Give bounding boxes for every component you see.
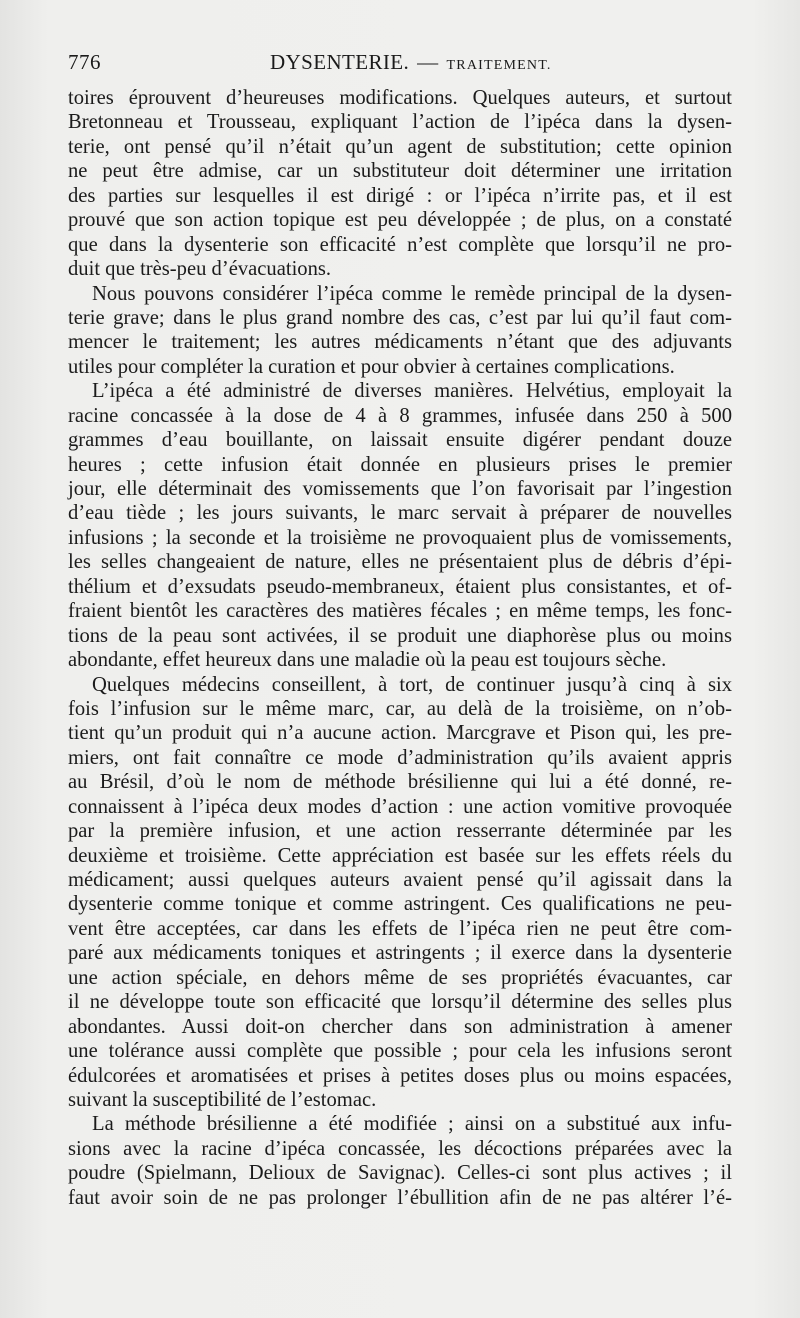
text-line: miers, ont fait connaître ce mode d’administration qu’ils avaient appris xyxy=(68,746,732,769)
text-line: fois l’infusion sur le même marc, car, au delà de la troisième, on n’ob- xyxy=(68,697,732,720)
text-line: mencer le traitement; les autres médicaments n’étant que des adjuvants xyxy=(68,331,732,354)
text-line: infusions ; la seconde et la troisième ne provoquaient plus de vomissements, xyxy=(68,526,732,549)
text-line: que dans la dysenterie son efficacité n’est complète que lorsqu’il ne pro- xyxy=(68,233,732,256)
text-line: Nous pouvons considérer l’ipéca comme le remède principal de la dysen- xyxy=(92,282,732,305)
text-line: utiles pour compléter la curation et pour obvier à certaines complications. xyxy=(68,355,675,378)
text-line: paré aux médicaments toniques et astringents ; il exerce dans la dysenterie xyxy=(68,942,732,965)
text-line: grammes d’eau bouillante, on laissait ensuite digérer pendant douze xyxy=(68,429,732,452)
text-line: les selles changeaient de nature, elles ne présentaient plus de débris d’épi- xyxy=(68,551,732,574)
text-line: terie, ont pensé qu’il n’était qu’un agent de substitution; cette opinion xyxy=(68,135,732,158)
paragraph xyxy=(68,673,732,1113)
text-line: édulcorées et aromatisées et prises à petites doses plus ou moins espacées, xyxy=(68,1064,732,1087)
header-section: TRAITEMENT. xyxy=(446,58,552,73)
text-line: tient qu’un produit qui n’a aucune action. Marcgrave et Pison qui, les pre- xyxy=(68,722,732,745)
header-dash: — xyxy=(417,50,439,74)
text-line: deuxième et troisième. Cette appréciation est basée sur les effets réels du xyxy=(68,844,732,867)
paragraph xyxy=(68,282,732,380)
running-header xyxy=(68,46,732,80)
text-line: dysenterie comme tonique et comme astringent. Ces qualifications ne peu- xyxy=(68,893,732,916)
text-line: faut avoir soin de ne pas prolonger l’ébullition afin de ne pas altérer l’é- xyxy=(68,1186,732,1209)
text-line: heures ; cette infusion était donnée en plusieurs prises le premier xyxy=(68,453,732,476)
page-number: 776 xyxy=(68,50,101,74)
body-text xyxy=(68,86,732,1210)
text-line: ne peut être admise, car un substituteur doit déterminer une irritation xyxy=(68,160,732,183)
text-line: des parties sur lesquelles il est dirigé : or l’ipéca n’irrite pas, et il est xyxy=(68,184,732,207)
text-line: il ne développe toute son efficacité que lorsqu’il détermine des selles plus xyxy=(68,991,732,1014)
paragraph xyxy=(68,379,732,672)
text-line: L’ipéca a été administré de diverses manières. Helvétius, employait la xyxy=(92,380,732,403)
text-line: sions avec la racine d’ipéca concassée, les décoctions préparées avec la xyxy=(68,1137,732,1160)
text-line: par la première infusion, et une action resserrante déterminée par les xyxy=(68,820,732,843)
paragraph xyxy=(68,86,732,282)
text-line: une tolérance aussi complète que possible ; pour cela les infusions seront xyxy=(68,1040,732,1063)
text-line: abondante, effet heureux dans une maladie où la peau est toujours sèche. xyxy=(68,649,667,672)
text-line: une action spéciale, en dehors même de ses propriétés évacuantes, car xyxy=(68,966,732,989)
text-line: jour, elle déterminait des vomissements que l’on favorisait par l’ingestion xyxy=(68,478,732,500)
text-line: prouvé que son action topique est peu développée ; de plus, on a constaté xyxy=(68,209,732,232)
text-line: médicament; aussi quelques auteurs avaient pensé qu’il agissait dans la xyxy=(68,869,732,891)
text-line: Bretonneau et Trousseau, expliquant l’action de l’ipéca dans la dysen- xyxy=(68,111,732,134)
text-line: suivant la susceptibilité de l’estomac. xyxy=(68,1088,377,1111)
paragraph xyxy=(68,1112,732,1210)
text-line: duit que très-peu d’évacuations. xyxy=(68,258,332,281)
text-line: poudre (Spielmann, Delioux de Savignac). Celles-ci sont plus actives ; il xyxy=(68,1162,732,1185)
text-line: thélium et d’exsudats pseudo-membraneux, étaient plus consistantes, et of- xyxy=(68,575,732,598)
text-line: terie grave; dans le plus grand nombre des cas, c’est par lui qu’il faut com- xyxy=(68,306,732,329)
text-line: au Brésil, d’où le nom de méthode brésilienne qui lui a été donné, re- xyxy=(68,771,732,794)
text-line: racine concassée à la dose de 4 à 8 grammes, infusée dans 250 à 500 xyxy=(68,404,732,427)
text-line: vent être acceptées, car dans les effets de l’ipéca rien ne peut être com- xyxy=(68,917,732,940)
text-line: d’eau tiède ; les jours suivants, le marc servait à préparer de nouvelles xyxy=(68,502,732,525)
text-line: Quelques médecins conseillent, à tort, de continuer jusqu’à cinq à six xyxy=(92,673,732,696)
text-line: fraient bientôt les caractères des matières fécales ; en même temps, les fonc- xyxy=(68,600,732,623)
running-title xyxy=(270,50,552,75)
text-line: abondantes. Aussi doit-on chercher dans son administration à amener xyxy=(68,1015,732,1038)
text-line: toires éprouvent d’heureuses modifications. Quelques auteurs, et surtout xyxy=(68,87,732,109)
text-line: La méthode brésilienne a été modifiée ; ainsi on a substitué aux infu- xyxy=(92,1113,732,1136)
header-title: DYSENTERIE. xyxy=(270,50,410,74)
text-line: connaissent à l’ipéca deux modes d’action : une action vomitive provoquée xyxy=(68,795,732,818)
text-line: tions de la peau sont activées, il se produit une diaphorèse plus ou moins xyxy=(68,624,732,647)
